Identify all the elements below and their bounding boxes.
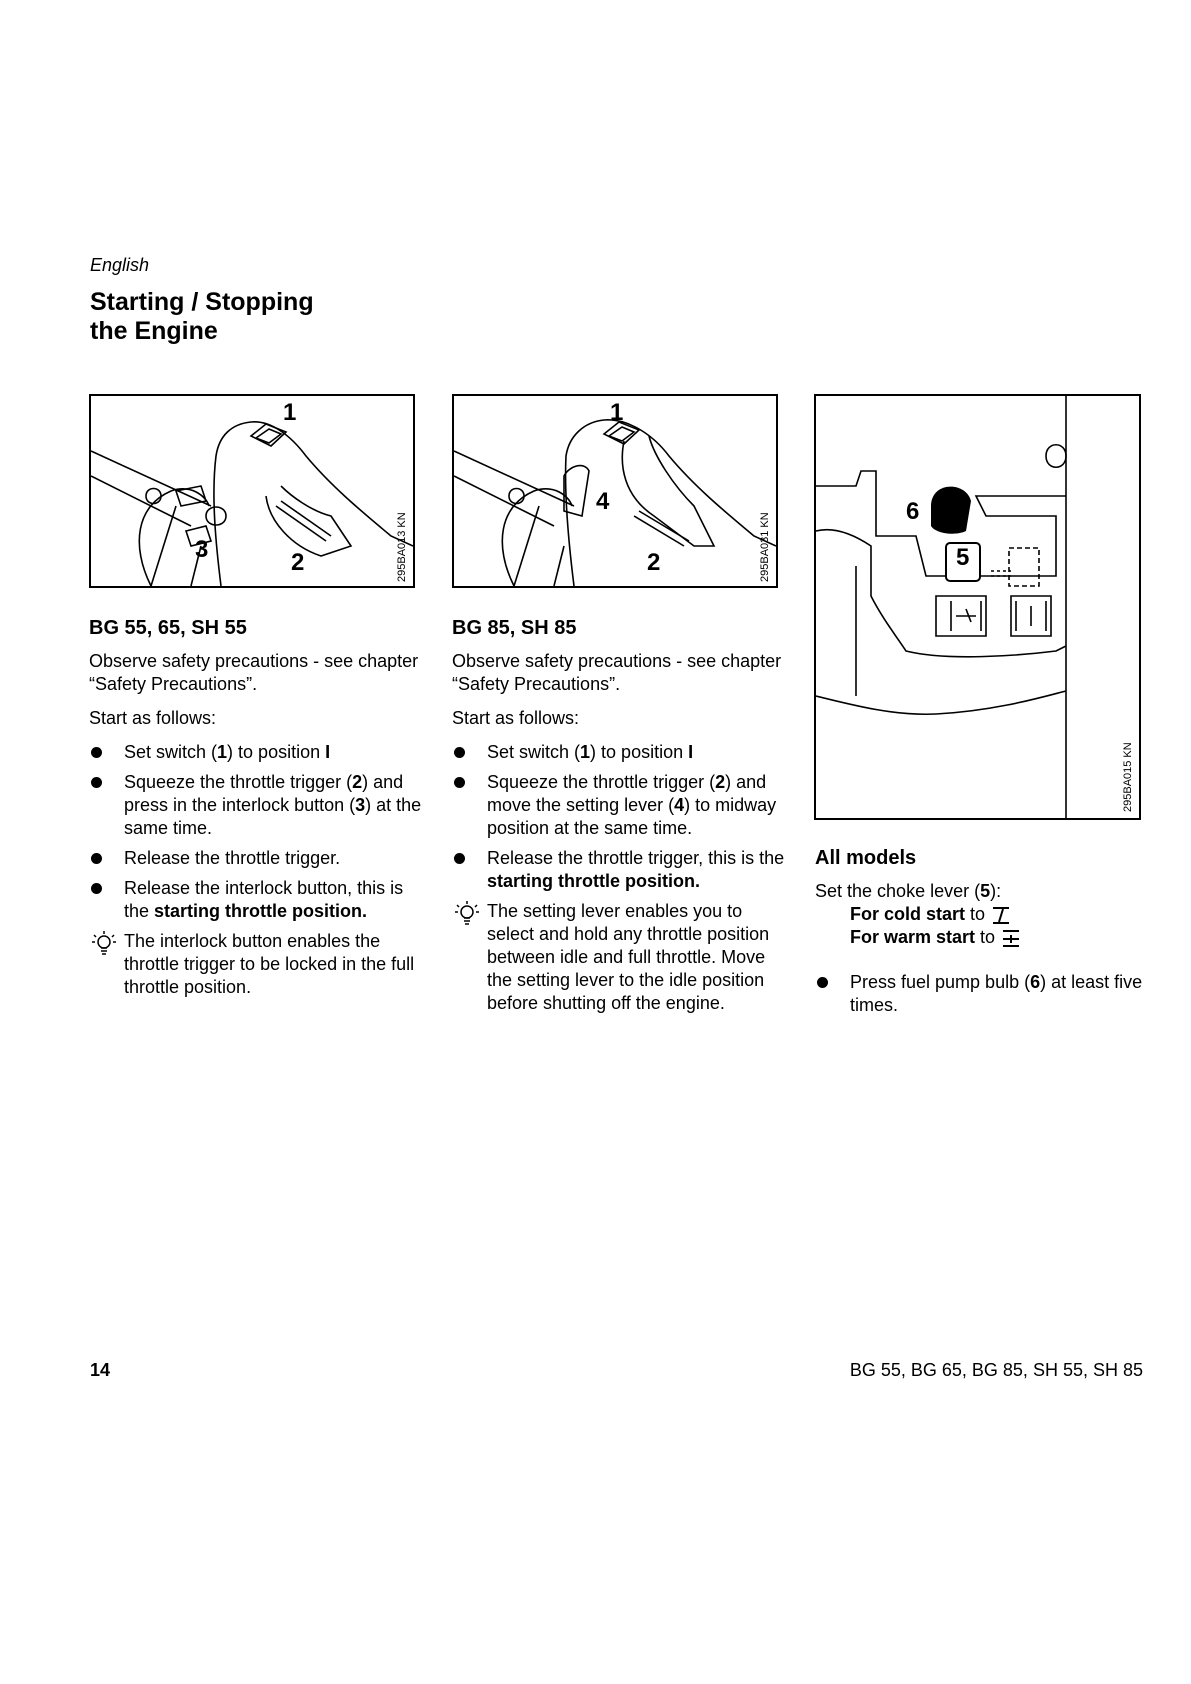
col2-start: Start as follows: xyxy=(452,708,580,728)
bullet-dot xyxy=(454,777,465,788)
col2-bullet-1: Set switch (1) to position I xyxy=(452,741,787,764)
col2-bullet-2: Squeeze the throttle trigger (2) and move the setting lever (4) to midway position at the same time. xyxy=(452,771,787,840)
col3-bullet-1: Press fuel pump bulb (6) at least five times. xyxy=(815,971,1145,1017)
col1-tip: The interlock button enables the throttle trigger to be locked in the full throttle position. xyxy=(89,930,424,999)
cold-start-symbol-icon xyxy=(990,905,1012,925)
col3-heading: All models xyxy=(815,847,917,869)
bullet-dot xyxy=(91,747,102,758)
warm-start-line: For warm start to xyxy=(815,926,1145,949)
col1-bullet-1: Set switch (1) to position I xyxy=(89,741,424,764)
fig3-label-6: 6 xyxy=(906,498,920,525)
bullet-dot xyxy=(91,777,102,788)
page-title xyxy=(90,288,314,346)
title-line-2: the Engine xyxy=(90,317,218,345)
column-bg85 xyxy=(452,617,787,1015)
col1-bullet-2: Squeeze the throttle trigger (2) and press in the interlock button (3) at the same time. xyxy=(89,771,424,840)
figure-choke-bulb xyxy=(814,394,1141,820)
footer-models: BG 55, BG 65, BG 85, SH 55, SH 85 xyxy=(849,1360,1143,1380)
col1-heading: BG 55, 65, SH 55 xyxy=(89,617,247,639)
figure-1-drawing xyxy=(91,396,413,586)
figure-3-drawing xyxy=(816,396,1139,818)
choke-instruction: Set the choke lever (5): xyxy=(815,881,1002,901)
col2-tip: The setting lever enables you to select and hold any throttle position between idle and full throttle. Move the setting lever to the idle position before shutting off the engine. xyxy=(452,900,787,1015)
bullet-dot xyxy=(454,853,465,864)
fig2-code: 295BA031 KN xyxy=(759,512,771,582)
bullet-dot xyxy=(454,747,465,758)
title-line-1: Starting / Stopping xyxy=(90,288,314,316)
bullet-dot xyxy=(91,883,102,894)
fig1-label-2: 2 xyxy=(291,549,305,576)
bullet-dot xyxy=(91,853,102,864)
cold-start-line: For cold start to xyxy=(815,903,1145,926)
fig3-code: 295BA015 KN xyxy=(1122,742,1134,812)
figure-bg55-controls xyxy=(89,394,415,588)
col2-heading: BG 85, SH 85 xyxy=(452,617,577,639)
lightbulb-icon xyxy=(91,930,117,960)
col1-start: Start as follows: xyxy=(89,708,217,728)
fig3-label-5: 5 xyxy=(956,544,970,571)
col2-intro: Observe safety precautions - see chapter “Safety Precautions”. xyxy=(452,651,782,694)
fig1-label-1: 1 xyxy=(283,399,297,426)
column-bg55 xyxy=(89,617,424,999)
fig2-label-1: 1 xyxy=(610,399,624,426)
fig1-label-3: 3 xyxy=(195,536,209,563)
figure-bg85-controls xyxy=(452,394,778,588)
col1-bullet-3: Release the throttle trigger. xyxy=(89,847,424,870)
fig2-label-4: 4 xyxy=(596,488,610,515)
col1-intro: Observe safety precautions - see chapter “Safety Precautions”. xyxy=(89,651,419,694)
column-all-models xyxy=(815,847,1145,1024)
col1-bullet-4: Release the interlock button, this is the starting throttle position. xyxy=(89,877,424,923)
page-number: 14 xyxy=(90,1360,111,1380)
col2-bullet-3: Release the throttle trigger, this is the starting throttle position. xyxy=(452,847,787,893)
bullet-dot xyxy=(817,977,828,988)
warm-start-symbol-icon xyxy=(1000,928,1022,948)
lightbulb-icon xyxy=(454,900,480,930)
fig2-label-2: 2 xyxy=(647,549,661,576)
language-label: English xyxy=(90,255,150,275)
fig1-code: 295BA013 KN xyxy=(396,512,408,582)
